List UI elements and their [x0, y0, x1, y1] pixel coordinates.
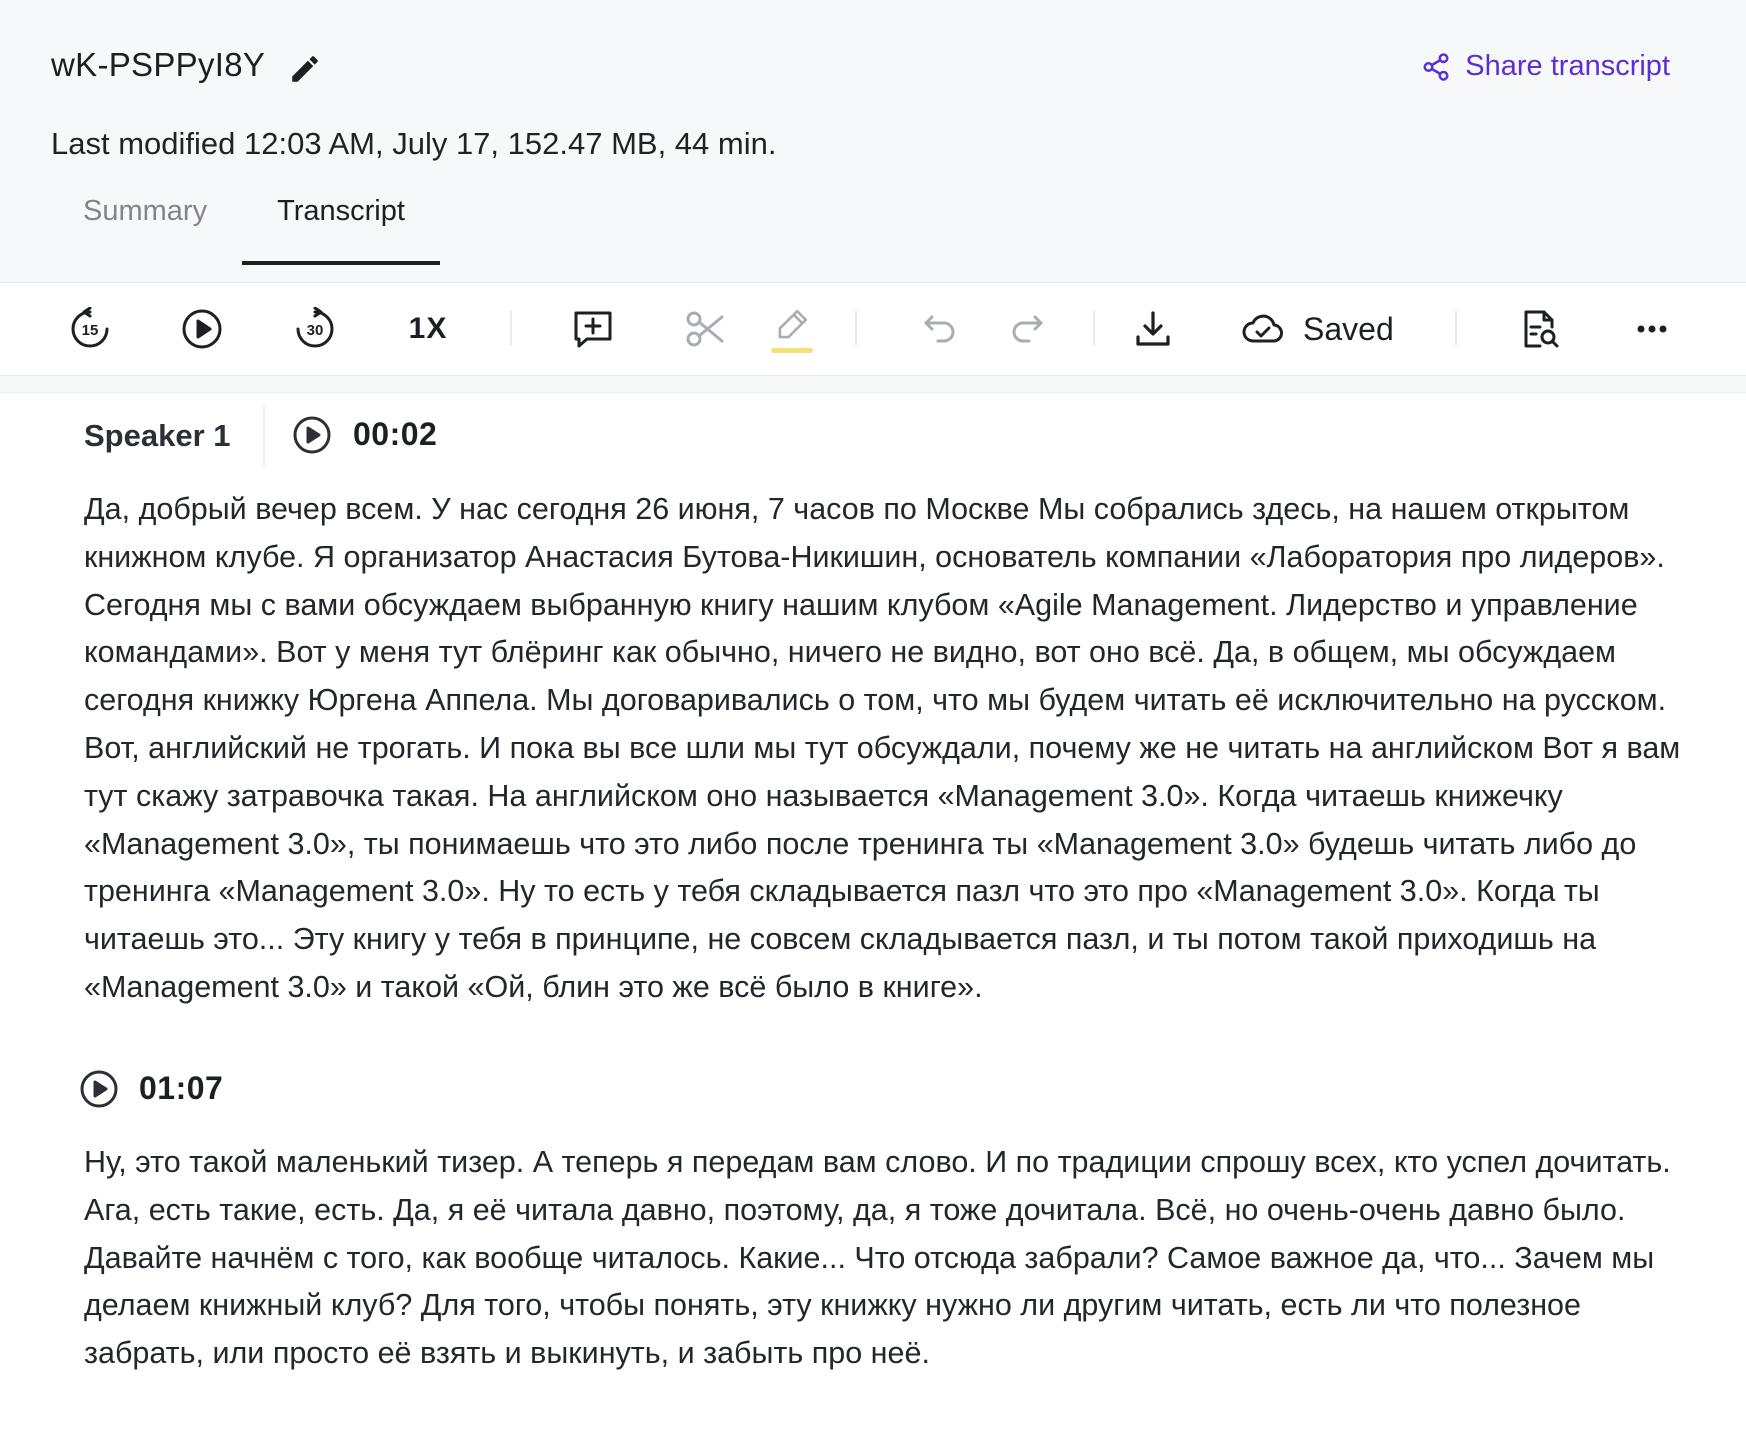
cloud-check-icon — [1241, 307, 1285, 351]
playback-speed-button[interactable]: 1X — [408, 312, 448, 345]
cut-button[interactable] — [682, 305, 730, 353]
segment-text[interactable]: Ну, это такой маленький тизер. А теперь я передам вам слово. И по традиции спрошу всех, кто успел дочитать. Ага, есть такие, есть. Да, я её читала давно, поэтому, да, я тоже дочитала. Всё, но очень-очень давно было. Давайте начнём с того, как вообще читалось. Какие... Что отсюда забрали? Самое важное да, что... Зачем мы делаем книжный клуб? Для того, чтобы понять, эту книжку нужно ли другим читать, есть ли что полезное забрать, или просто её взять и выкинуть, и забыть про неё. — [84, 1145, 1671, 1371]
toolbar-divider — [1455, 311, 1457, 345]
highlight-color-bar — [771, 348, 813, 353]
saved-label: Saved — [1303, 310, 1394, 347]
forward-30-button[interactable] — [291, 305, 339, 353]
search-transcript-button[interactable] — [1516, 305, 1564, 353]
segment-timestamp[interactable]: 01:07 — [139, 1070, 224, 1106]
download-button[interactable] — [1129, 305, 1177, 353]
share-transcript-button[interactable] — [1421, 50, 1670, 83]
tab-transcript[interactable]: Transcript — [242, 195, 440, 265]
redo-icon — [1005, 307, 1049, 351]
forward-value: 30 — [306, 322, 324, 339]
document-search-icon — [1518, 307, 1562, 351]
download-icon — [1131, 307, 1175, 351]
toolbar-divider — [510, 311, 512, 345]
rewind-15-icon — [68, 307, 112, 351]
forward-30-icon — [293, 307, 337, 351]
toolbar-divider — [1093, 311, 1095, 345]
highlighter-icon — [770, 306, 814, 344]
speaker-divider — [263, 405, 265, 467]
play-icon — [180, 307, 224, 351]
scissors-icon — [684, 307, 728, 351]
saved-status — [1241, 305, 1403, 353]
more-horizontal-icon — [1630, 307, 1674, 351]
add-comment-button[interactable] — [569, 305, 617, 353]
highlight-button[interactable] — [768, 305, 816, 353]
rewind-value: 15 — [81, 322, 99, 339]
toolbar-divider — [855, 311, 857, 345]
page-header — [0, 0, 1746, 283]
editor-toolbar — [0, 283, 1746, 376]
share-label: Share transcript — [1465, 50, 1670, 82]
speaker-label[interactable]: Speaker 1 — [84, 418, 231, 453]
toolbar-spacer — [0, 376, 1746, 393]
more-options-button[interactable] — [1628, 305, 1676, 353]
segment-text[interactable]: Да, добрый вечер всем. У нас сегодня 26 июня, 7 часов по Москве Мы собрались здесь, на нашем открытом книжном клубе. Я организатор Анастасия Бутова-Никишин, основатель компании «Лаборатория про лидеров». Сегодня мы с вами обсуждаем выбранную книгу нашим клубом «Agile Management. Лидерство и управление командами». Вот у меня тут блёринг как обычно, ничего не видно, вот оно всё. Да, в общем, мы обсуждаем сегодня книжку Юргена Аппела. Мы договаривались о том, что мы будем читать её исключительно на русском. Вот, английский не трогать. И пока вы все шли мы тут обсуждали, почему же не читать на английском Вот я вам тут скажу затравочка такая. На английском оно называется «Management 3.0». Когда читаешь книжечку «Management 3.0», ты понимаешь что это либо после тренинга ты «Management 3.0» будешь читать либо до тренинга «Management 3.0». Ну то есть у тебя складывается пазл что это про «Management 3.0». Когда ты читаешь это... Эту книгу у тебя в принципе, не совсем складывается пазл, и ты потом такой приходишь на «Management 3.0» и такой «Ой, блин это же всё было в книге». — [84, 492, 1681, 1004]
undo-button[interactable] — [916, 305, 964, 353]
file-meta: Last modified 12:03 AM, July 17, 152.47 MB, 44 min. — [51, 126, 777, 161]
play-segment-icon[interactable] — [292, 415, 332, 455]
file-title: wK-PSPPyI8Y — [51, 46, 266, 83]
tab-summary[interactable]: Summary — [83, 195, 208, 227]
undo-icon — [918, 307, 962, 351]
add-comment-icon — [571, 307, 615, 351]
pencil-icon[interactable] — [288, 52, 322, 86]
rewind-15-button[interactable] — [66, 305, 114, 353]
play-segment-icon[interactable] — [79, 1069, 119, 1109]
redo-button[interactable] — [1003, 305, 1051, 353]
share-icon — [1421, 52, 1451, 82]
segment-timestamp[interactable]: 00:02 — [353, 416, 438, 452]
play-button[interactable] — [178, 305, 226, 353]
